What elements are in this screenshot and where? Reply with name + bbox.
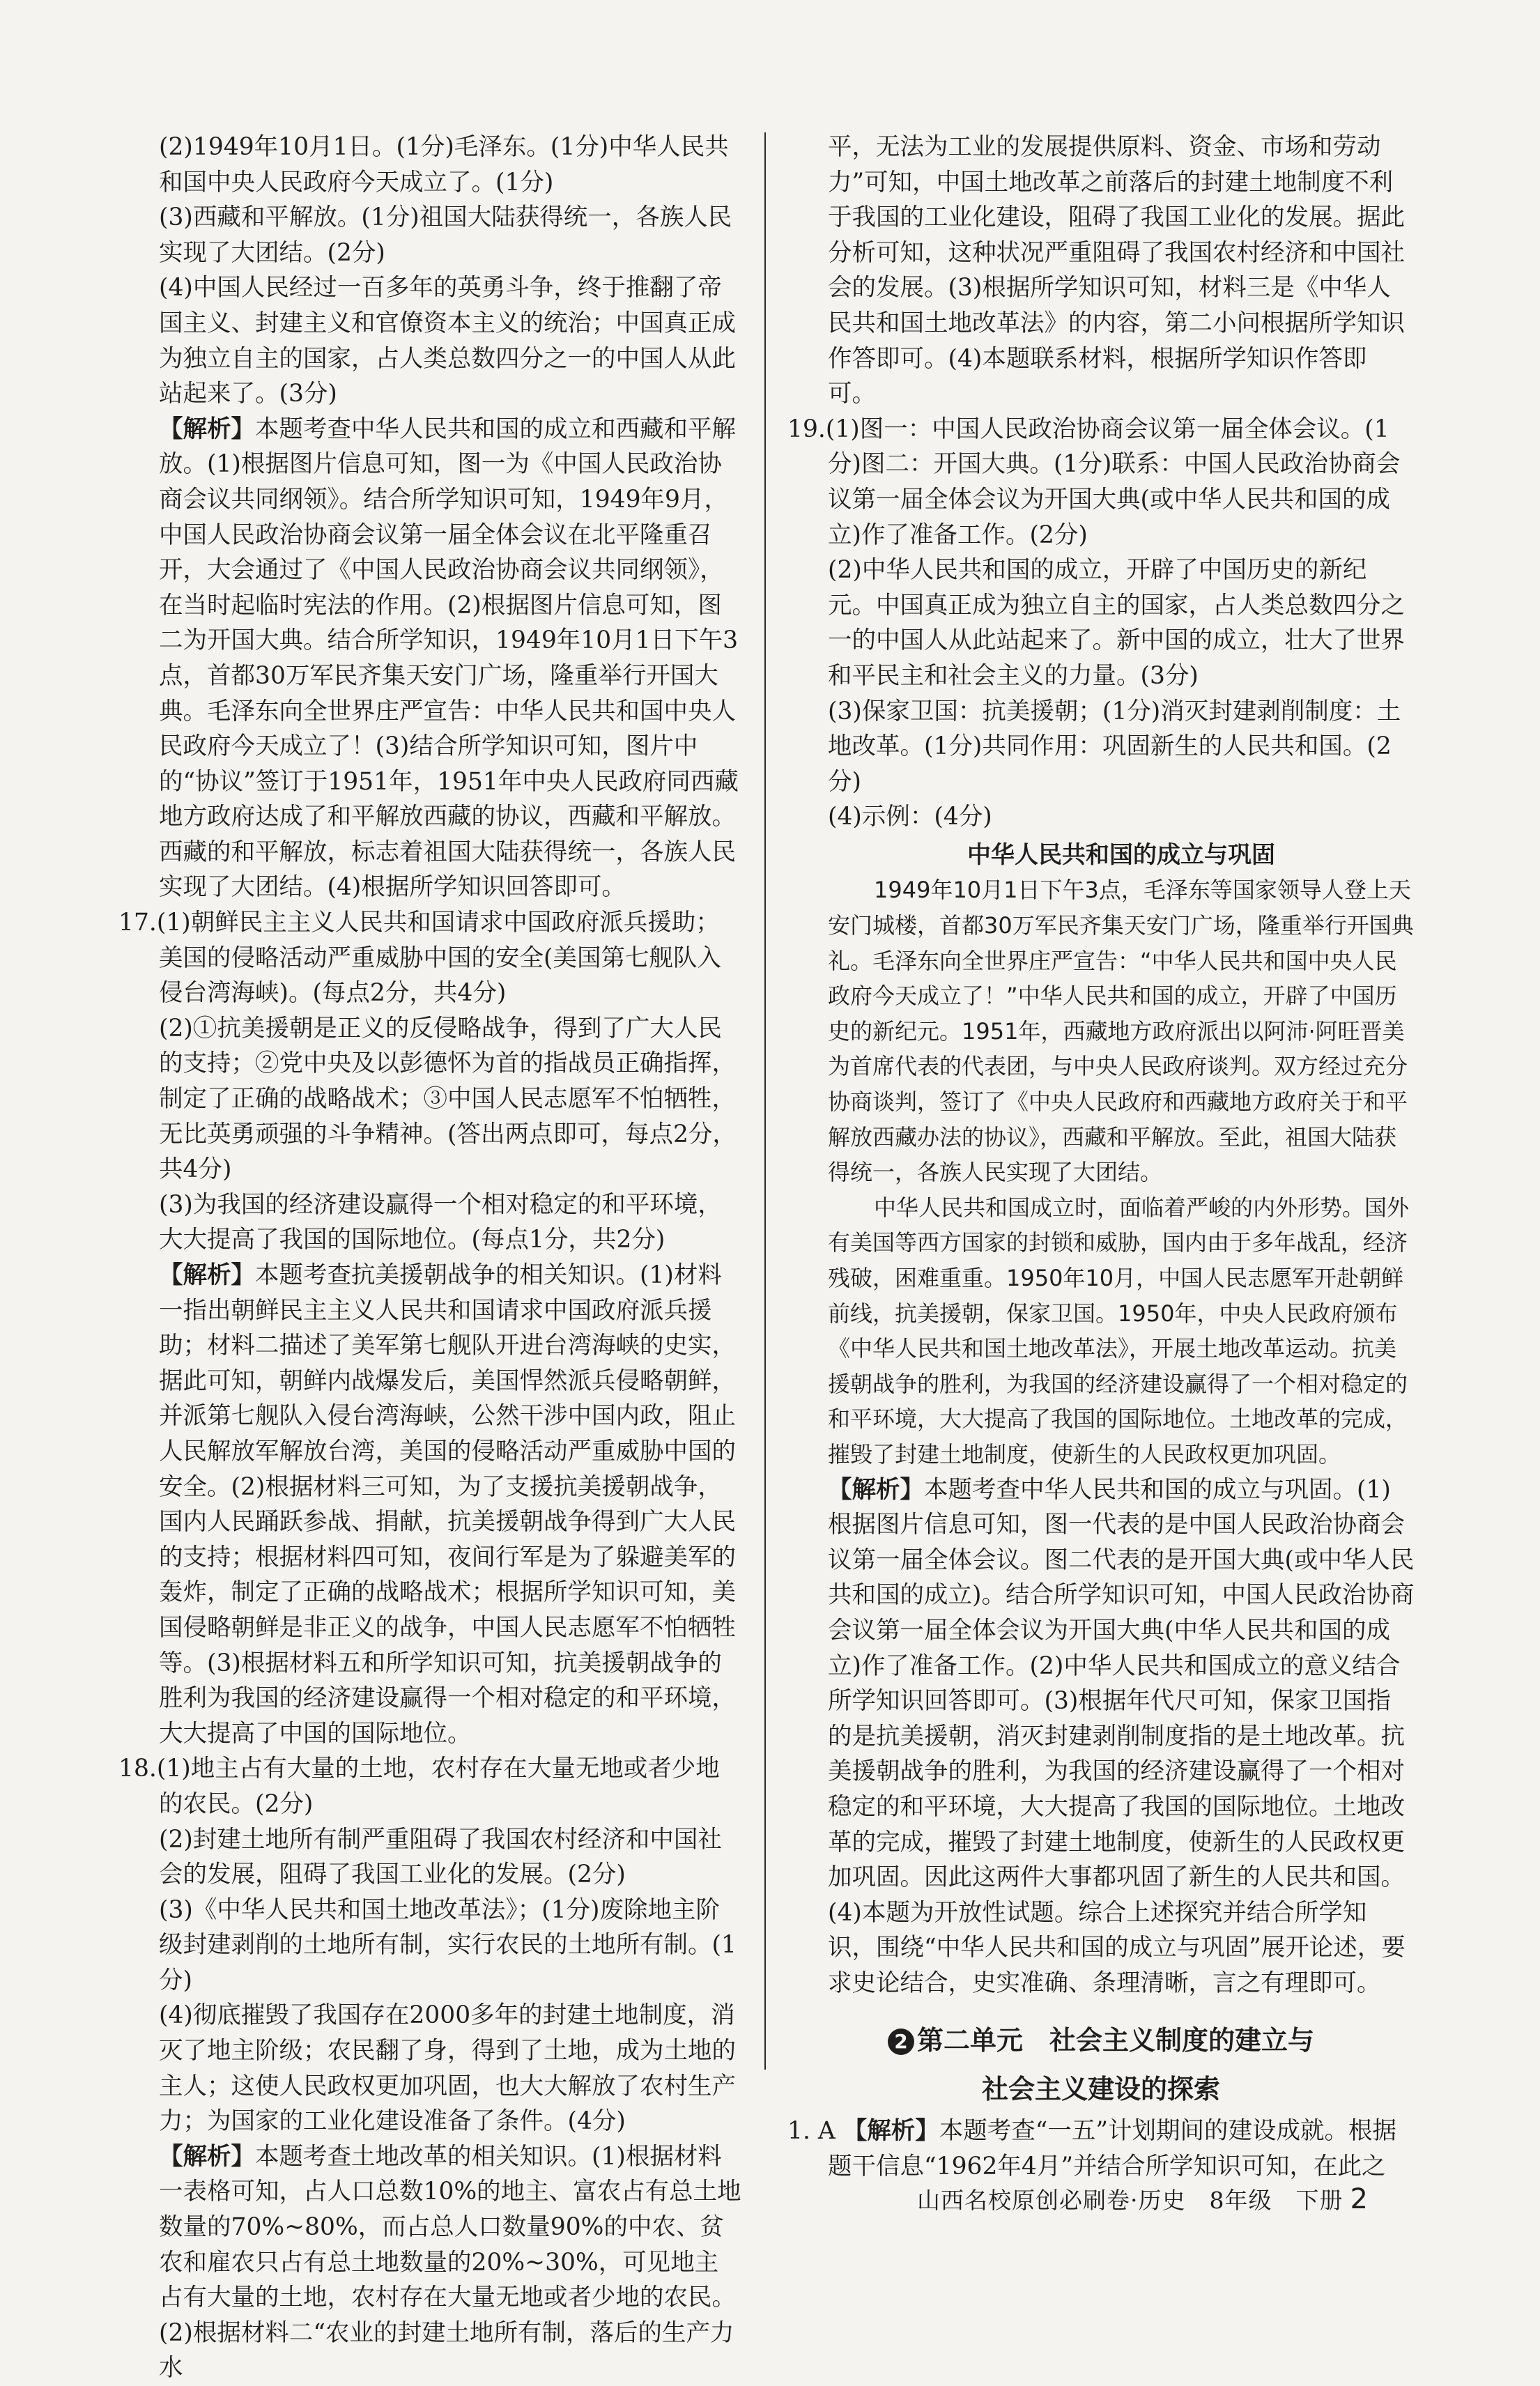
q17-analysis: [118, 1258, 742, 1751]
q17-answer-1: 17.(1)朝鲜民主主义人民共和国请求中国政府派兵援助；美国的侵略活动严重威胁中国的安全(美国第七舰队入侵台湾海峡)。(每点2分，共4分): [118, 909, 721, 1008]
q19-answer-4: (4)示例：(4分): [828, 803, 992, 831]
q1-analysis-text: 本题考查“一五”计划期间的建设成就。根据题干信息“1962年4月”并结合所学知识可知，在此之: [828, 2117, 1397, 2181]
q19-analysis: [787, 1472, 1415, 2001]
sample-essay: [787, 838, 1415, 1472]
q16-analysis-text: 本题考查中华人民共和国的成立和西藏和平解放。(1)根据图片信息可知，图一为《中国人民政治协商会议共同纲领》。结合所学知识可知，1949年9月，中国人民政治协商会议第一届全体会议在北平隆重召开，大会通过了《中国人民政治协商会议共同纲领》，在当时起临时宪法的作用。(2)根据图片信息可知，图二为开国大典。结合所学知识，1949年10月1日下午3点，首都30万军民齐集天安门广场，隆重举行开国大典。毛泽东向全世界庄严宣告：中华人民共和国中央人民政府今天成立了！(3)结合所学知识可知，图片中的“协议”签订于1951年，1951年中央人民政府同西藏地方政府达成了和平解放西藏的协议，西藏和平解放。西藏的和平解放，标志着祖国大陆获得统一，各族人民实现了大团结。(4)根据所学知识回答即可。: [159, 415, 739, 902]
analysis-tag: 【解析】: [842, 2117, 939, 2146]
right-column: [787, 130, 1415, 2185]
q19-answer-2: (2)中华人民共和国的成立，开辟了中国历史的新纪元。中国真正成为独立自主的国家，占人类总数四分之一的中国人从此站起来了。新中国的成立，壮大了世界和平民主和社会主义的力量。(3分): [828, 556, 1405, 690]
essay-title: 中华人民共和国的成立与巩固: [967, 840, 1275, 869]
q17-answer-3: (3)为我国的经济建设赢得一个相对稳定的和平环境，大大提高了我国的国际地位。(每点1分，共2分): [159, 1190, 722, 1254]
q19-analysis-text: 本题考查中华人民共和国的成立与巩固。(1)根据图片信息可知，图一代表的是中国人民政治协商会议第一届全体会议。图二代表的是开国大典(或中华人民共和国的成立)。结合所学知识可知，中国人民政治协商会议第一届全体会议为开国大典(中华人民共和国的成立)作了准备工作。(2)中华人民共和国成立的意义结合所学知识回答即可。(3)根据年代尺可知，保家卫国指的是抗美援朝，消灭封建剥削制度指的是土地改革。抗美援朝战争的胜利，为我国的经济建设赢得了一个相对稳定的和平环境，大大提高了我国的国际地位。土地改革的完成，摧毁了封建土地制度，使新生的人民政权更加巩固。因此这两件大事都巩固了新生的人民共和国。(4)本题为开放性试题。综合上述探究并结合所学知识，围绕“中华人民共和国的成立与巩固”展开论述，要求史论结合，史实准确、条理清晰，言之有理即可。: [828, 1475, 1415, 1997]
q18-answer-2: (2)封建土地所有制严重阻碍了我国农村经济和中国社会的发展，阻碍了我国工业化的发展。(2分): [159, 1825, 722, 1889]
page-number: 2: [1350, 2183, 1369, 2215]
analysis-tag: 【解析】: [828, 1475, 924, 1504]
q18-answer-3: (3)《中华人民共和国土地改革法》；(1分)废除地主阶级封建剥削的土地所有制，实行农民的土地所有制。(1分): [159, 1895, 737, 1994]
q17-analysis-text: 本题考查抗美援朝战争的相关知识。(1)材料一指出朝鲜民主主义人民共和国请求中国政府派兵援助；材料二描述了美军第七舰队开进台湾海峡的史实，据此可知，朝鲜内战爆发后，美国悍然派兵侵略朝鲜，并派第七舰队入侵台湾海峡，公然干涉中国内政，阻止人民解放军解放台湾，美国的侵略活动严重威胁中国的安全。(2)根据材料三可知，为了支援抗美援朝战争，国内人民踊跃参战、捐献，抗美援朝战争得到广大人民的支持；根据材料四可知，夜间行军是为了躲避美军的轰炸，制定了正确的战略战术；根据所学知识可知，美国侵略朝鲜是非正义的战争，中国人民志愿军不怕牺牲等。(3)根据材料五和所学知识可知，抗美援朝战争的胜利为我国的经济建设赢得一个相对稳定的和平环境，大大提高了中国的国际地位。: [159, 1261, 736, 1748]
unit2-q1: [787, 2114, 1415, 2184]
unit-heading-line-1: [787, 2016, 1415, 2065]
analysis-tag: 【解析】: [159, 1261, 255, 1289]
q17-answer-2: (2)①抗美援朝是正义的反侵略战争，得到了广大人民的支持；②党中央及以彭德怀为首的指战员正确指挥，制定了正确的战略战术；③中国人民志愿军不怕牺牲，无比英勇顽强的斗争精神。(答出两点即可，每点2分，共4分): [159, 1014, 737, 1184]
q18-analysis: [118, 2139, 742, 2386]
q1-label: 1. A: [787, 2117, 843, 2146]
q18-analysis-continued: 平，无法为工业的发展提供原料、资金、市场和劳动力”可知，中国土地改革之前落后的封建土地制度不利于我国的工业化建设，阻碍了我国工业化的发展。据此分析可知，这种状况严重阻碍了我国农村经济和中国社会的发展。(3)根据所学知识可知，材料三是《中华人民共和国土地改革法》的内容，第二小问根据所学知识作答即可。(4)本题联系材料，根据所学知识作答即可。: [828, 133, 1405, 408]
q18-analysis-text: 本题考查土地改革的相关知识。(1)根据材料一表格可知，占人口总数10%的地主、富农占有总土地数量的70%~80%，而占总人口数量90%的中农、贫农和雇农只占有总土地数量的20%~30%，可见地主占有大量的土地，农村存在大量无地或者少地的农民。(2)根据材料二“农业的封建土地所有制，落后的生产力水: [159, 2142, 741, 2383]
book-title: 山西名校原创必刷卷·历史 8年级 下册: [917, 2187, 1343, 2214]
unit-title-1: 第二单元 社会主义制度的建立与: [916, 2025, 1314, 2056]
q19-answer-1: 19.(1)图一：中国人民政治协商会议第一届全体会议。(1分)图二：开国大典。(1分)联系：中国人民政治协商会议第一届全体会议为开国大典(或中华人民共和国的成立)作了准备工作。(2分): [787, 415, 1401, 549]
unit-title-2: 社会主义建设的探索: [981, 2074, 1220, 2105]
analysis-tag: 【解析】: [159, 2142, 255, 2171]
q16-answer-4: (4)中国人民经过一百多年的英勇斗争，终于推翻了帝国主义、封建主义和官僚资本主义的统治；中国真正成为独立自主的国家，占人类总数四分之一的中国人从此站起来了。(3分): [159, 274, 736, 408]
unit-number-badge: 2: [888, 2029, 914, 2055]
q18-answer-1: 18.(1)地主占有大量的土地，农村存在大量无地或者少地的农民。(2分): [118, 1755, 720, 1818]
q18-answer-4: (4)彻底摧毁了我国存在2000多年的封建土地制度，消灭了地主阶级；农民翻了身，得到了土地，成为土地的主人；这使人民政权更加巩固，也大大解放了农村生产力；为国家的工业化建设准备了条件。(4分): [159, 2001, 736, 2136]
q16-answer-3: (3)西藏和平解放。(1分)祖国大陆获得统一，各族人民实现了大团结。(2分): [159, 203, 732, 267]
q16-answer-2: (2)1949年10月1日。(1分)毛泽东。(1分)中华人民共和国中央人民政府今天成立了。(1分): [159, 133, 729, 197]
essay-paragraph-2: 中华人民共和国成立时，面临着严峻的内外形势。国外有美国等西方国家的封锁和威胁，国内由于多年战乱，经济残破，困难重重。1950年10月，中国人民志愿军开赴朝鲜前线，抗美援朝，保家卫国。1950年，中央人民政府颁布《中华人民共和国土地改革法》，开展土地改革运动。抗美援朝战争的胜利，为我国的经济建设赢得了一个相对稳定的和平环境，大大提高了我国的国际地位。土地改革的完成，摧毁了封建土地制度，使新生的人民政权更加巩固。: [828, 1194, 1410, 1468]
column-divider: [764, 132, 766, 2070]
unit-heading: [787, 2016, 1415, 2114]
analysis-tag: 【解析】: [159, 415, 255, 443]
q19-answer-3: (3)保家卫国：抗美援朝；(1分)消灭封建剥削制度：土地改革。(1分)共同作用：巩固新生的人民共和国。(2分): [828, 697, 1401, 796]
page-footer: [917, 2183, 1369, 2215]
essay-paragraph-1: 1949年10月1日下午3点，毛泽东等国家领导人登上天安门城楼，首都30万军民齐集天安门广场，隆重举行开国典礼。毛泽东向全世界庄严宣告：“中华人民共和国中央人民政府今天成立了！”中华人民共和国的成立，开辟了中国历史的新纪元。1951年，西藏地方政府派出以阿沛·阿旺晋美为首席代表的代表团，与中央人民政府谈判。双方经过充分协商谈判，签订了《中央人民政府和西藏地方政府关于和平解放西藏办法的协议》，西藏和平解放。至此，祖国大陆获得统一，各族人民实现了大团结。: [828, 877, 1414, 1186]
q16-analysis: [118, 412, 742, 905]
left-column: [118, 130, 742, 2386]
